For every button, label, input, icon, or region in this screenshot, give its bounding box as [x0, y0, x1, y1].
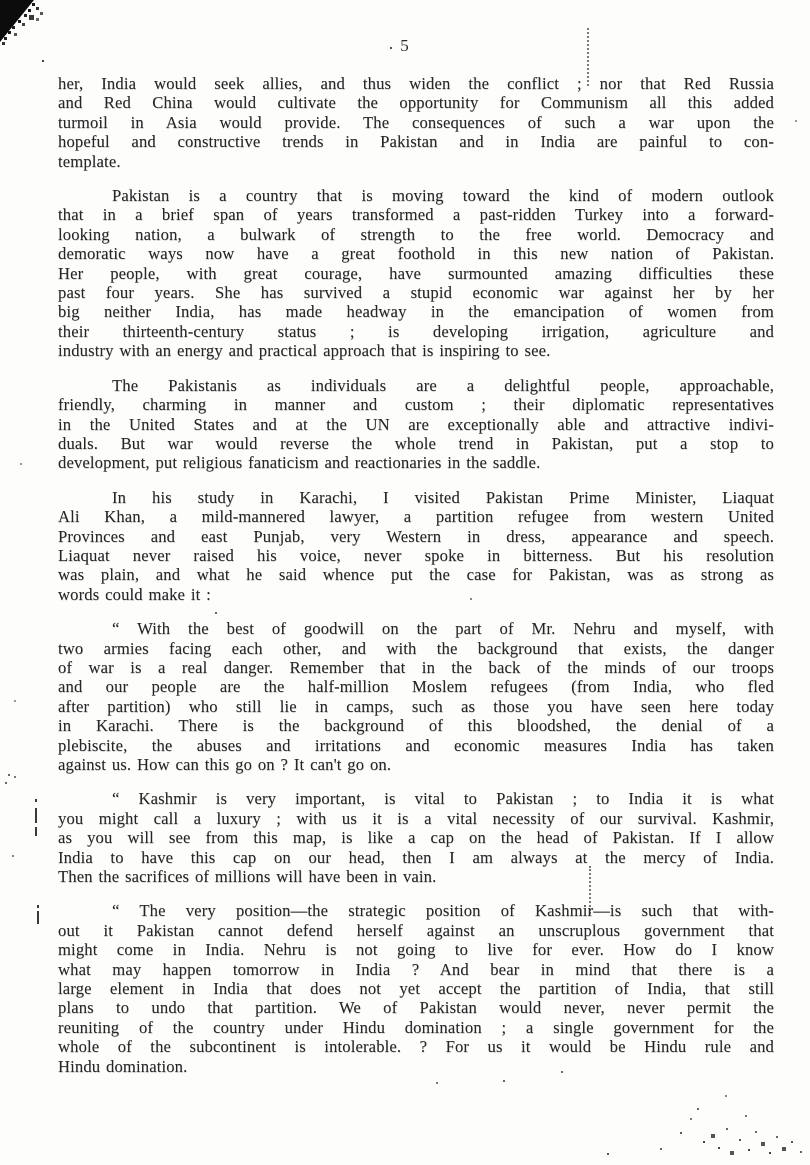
- text-line: and Red China would cultivate the opportunity for Communism all this added: [58, 93, 774, 113]
- text-line: words could make it :: [58, 584, 211, 604]
- paragraph: [58, 186, 774, 361]
- text-line: that in a brief span of years transformed a past-ridden Turkey into a forward-: [58, 205, 774, 225]
- paragraph: [58, 74, 774, 171]
- page-number: 5: [400, 36, 410, 55]
- text-line: Liaquat never raised his voice, never spoke in bitterness. But his resolution: [58, 545, 774, 565]
- text-line: past four years. She has survived a stupid economic war against her by her: [58, 283, 774, 303]
- text-line: Pakistan is a country that is moving toward the kind of modern outlook: [112, 186, 774, 206]
- text-line: The Pakistanis as individuals are a delightful people, approachable,: [112, 375, 774, 395]
- text-line: India to have this cap on our head, then I am always at the mercy of India.: [58, 847, 774, 867]
- text-line: of war is a real danger. Remember that in the back of the minds of our troops: [58, 657, 774, 677]
- margin-mark: [35, 799, 37, 802]
- text-line: big neither India, has made headway in the emancipation of women from: [58, 302, 774, 322]
- text-line: might come in India. Nehru is not going to live for ever. How do I know: [58, 940, 774, 960]
- text-line: turmoil in Asia would provide. The consequences of such a war upon the: [58, 112, 774, 132]
- text-line: her, India would seek allies, and thus widen the conflict ; nor that Red Russia: [58, 74, 774, 93]
- text-line: large element in India that does not yet accept the partition of India, that still: [58, 979, 774, 999]
- margin-mark: [37, 905, 39, 908]
- text-line: was plain, and what he said whence put the case for Pakistan, was as strong as: [58, 565, 774, 585]
- text-line: in the United States and at the UN are exceptionally able and attractive indivi-: [58, 414, 774, 434]
- text-line: Hindu domination.: [58, 1056, 188, 1076]
- text-line: looking nation, a bulwark of strength to the free world. Democracy and: [58, 224, 774, 244]
- text-line: duals. But war would reverse the whole trend in Pakistan, put a stop to: [58, 433, 774, 453]
- text-line: “ With the best of goodwill on the part of Mr. Nehru and myself, with: [112, 619, 774, 639]
- margin-mark: [35, 827, 37, 836]
- text-line: two armies facing each other, and with the background that exists, the danger: [58, 638, 774, 658]
- text-line: after partition) who still lie in camps, such as those you have seen here today: [58, 696, 774, 716]
- text-line: their thirteenth-century status ; is developing irrigation, agriculture and: [58, 321, 774, 341]
- text-line: plans to undo that partition. We of Pakistan would never, never permit the: [58, 998, 774, 1018]
- text-line: what may happen tomorrow in India ? And bear in mind that there is a: [58, 959, 774, 979]
- text-line: hopeful and constructive trends in Pakistan and in India are painful to con-: [58, 132, 774, 152]
- paragraph: [58, 901, 774, 1076]
- text-line: in Karachi. There is the background of this bloodshed, the denial of a: [58, 716, 774, 736]
- scan-noise-speckles: [0, 0, 2, 2]
- paragraph: [58, 376, 774, 473]
- margin-mark: [35, 808, 37, 823]
- text-line: “ Kashmir is very important, is vital to Pakistan ; to India it is what: [112, 789, 774, 809]
- paragraph: [58, 789, 774, 886]
- text-line: friendly, charming in manner and custom ; their diplomatic representatives: [58, 395, 774, 415]
- text-line: industry with an energy and practical approach that is inspiring to see.: [58, 341, 551, 361]
- text-line: out it Pakistan cannot defend herself against an unscruplous government that: [58, 920, 774, 940]
- text-line: Ali Khan, a mild-mannered lawyer, a partition refugee from western United: [58, 507, 774, 527]
- text-line: template.: [58, 151, 121, 171]
- text-line: against us. How can this go on ? It can't go on.: [58, 755, 392, 774]
- text-line: you might call a luxury ; with us it is a vital necessity of our survival. Kashmir,: [58, 808, 774, 828]
- paragraph: [58, 619, 774, 774]
- text-line: Provinces and east Punjab, very Western in dress, appearance and speech.: [58, 526, 774, 546]
- document-text: [58, 74, 774, 1091]
- paragraph: [58, 488, 774, 604]
- text-line: “ The very position—the strategic position of Kashmir—is such that with-: [112, 901, 774, 921]
- margin-mark: [37, 911, 39, 924]
- text-line: reuniting of the country under Hindu domination ; a single government for the: [58, 1017, 774, 1037]
- text-line: In his study in Karachi, I visited Pakistan Prime Minister, Liaquat: [112, 487, 774, 507]
- text-line: plebiscite, the abuses and irritations and economic measures India has taken: [58, 735, 774, 755]
- text-line: Her people, with great courage, have surmounted amazing difficulties these: [58, 263, 774, 283]
- text-line: development, put religious fanaticism and reactionaries in the saddle.: [58, 453, 541, 473]
- text-line: and our people are the half-million Moslem refugees (from India, who fled: [58, 677, 774, 697]
- text-line: whole of the subcontinent is intolerable. ? For us it would be Hindu rule and: [58, 1037, 774, 1057]
- text-line: Then the sacrifices of millions will have been in vain.: [58, 867, 437, 887]
- text-line: as you will see from this map, is like a cap on the head of Pakistan. If I allow: [58, 828, 774, 848]
- text-line: demoratic ways now have a great foothold in this new nation of Pakistan.: [58, 244, 774, 264]
